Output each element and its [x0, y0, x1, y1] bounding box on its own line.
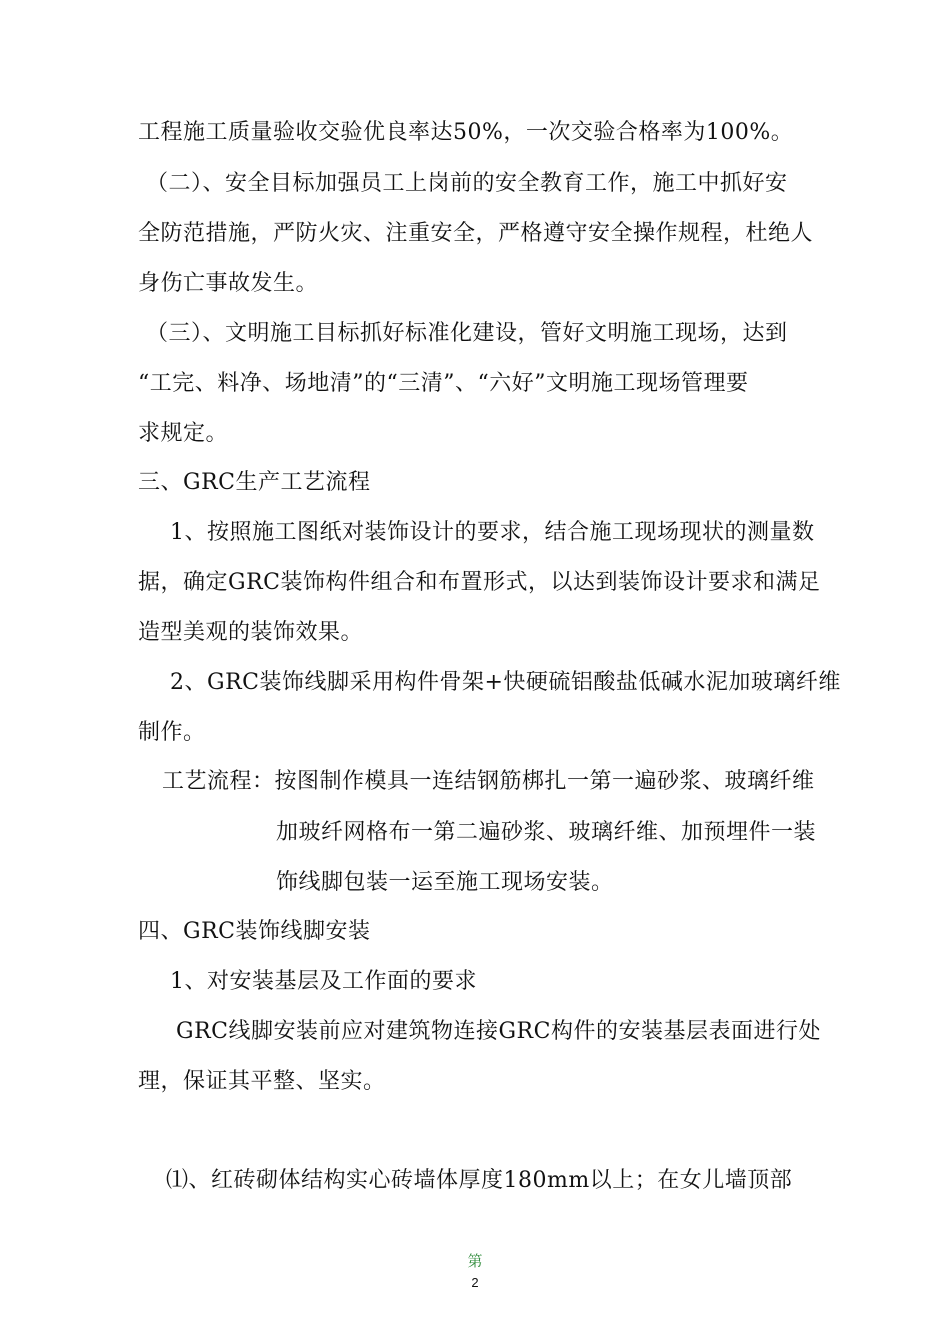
paragraph-line: 造型美观的装饰效果。 [138, 620, 364, 645]
paragraph-line: “工完、料净、场地清”的“三清”、“六好”文明施工现场管理要 [138, 371, 749, 396]
page-number: 2 [471, 1275, 479, 1290]
process-flow-line: 加玻纤网格布一第二遍砂浆、玻璃纤维、加预埋件一装 [276, 820, 817, 845]
paragraph-line: ⑴、红砖砌体结构实心砖墙体厚度180mm以上；在女儿墙顶部 [166, 1168, 793, 1193]
paragraph-line: 全防范措施，严防火灾、注重安全，严格遵守安全操作规程，杜绝人 [138, 221, 814, 246]
subsection-heading: 1、对安装基层及工作面的要求 [170, 969, 477, 994]
paragraph-line: 2、GRC装饰线脚采用构件骨架+快硬硫铝酸盐低碱水泥加玻璃纤维 [170, 670, 841, 695]
paragraph-line: 理，保证其平整、坚实。 [138, 1069, 386, 1094]
paragraph-line: 求规定。 [138, 421, 229, 446]
page-footer-label: 第 [467, 1253, 483, 1270]
paragraph-line: 据，确定GRC装饰构件组合和布置形式，以达到装饰设计要求和满足 [138, 570, 821, 595]
process-flow-line: 饰线脚包装一运至施工现场安装。 [276, 870, 614, 895]
paragraph-line: GRC线脚安装前应对建筑物连接GRC构件的安装基层表面进行处 [176, 1019, 821, 1044]
paragraph-line: 制作。 [138, 720, 206, 745]
paragraph-line: 工程施工质量验收交验优良率达50%，一次交验合格率为100%。 [138, 120, 794, 145]
paragraph-line: 身伤亡事故发生。 [138, 271, 319, 296]
process-flow-line: 工艺流程：按图制作模具一连结钢筋梆扎一第一遍砂浆、玻璃纤维 [162, 769, 815, 794]
paragraph-line: （二）、安全目标加强员工上岗前的安全教育工作，施工中抓好安 [146, 171, 788, 196]
paragraph-line: 1、按照施工图纸对装饰设计的要求，结合施工现场现状的测量数 [170, 520, 815, 545]
paragraph-line: （三）、文明施工目标抓好标准化建设，管好文明施工现场，达到 [146, 321, 788, 346]
section-heading: 四、GRC装饰线脚安装 [138, 919, 371, 944]
section-heading: 三、GRC生产工艺流程 [138, 470, 371, 495]
